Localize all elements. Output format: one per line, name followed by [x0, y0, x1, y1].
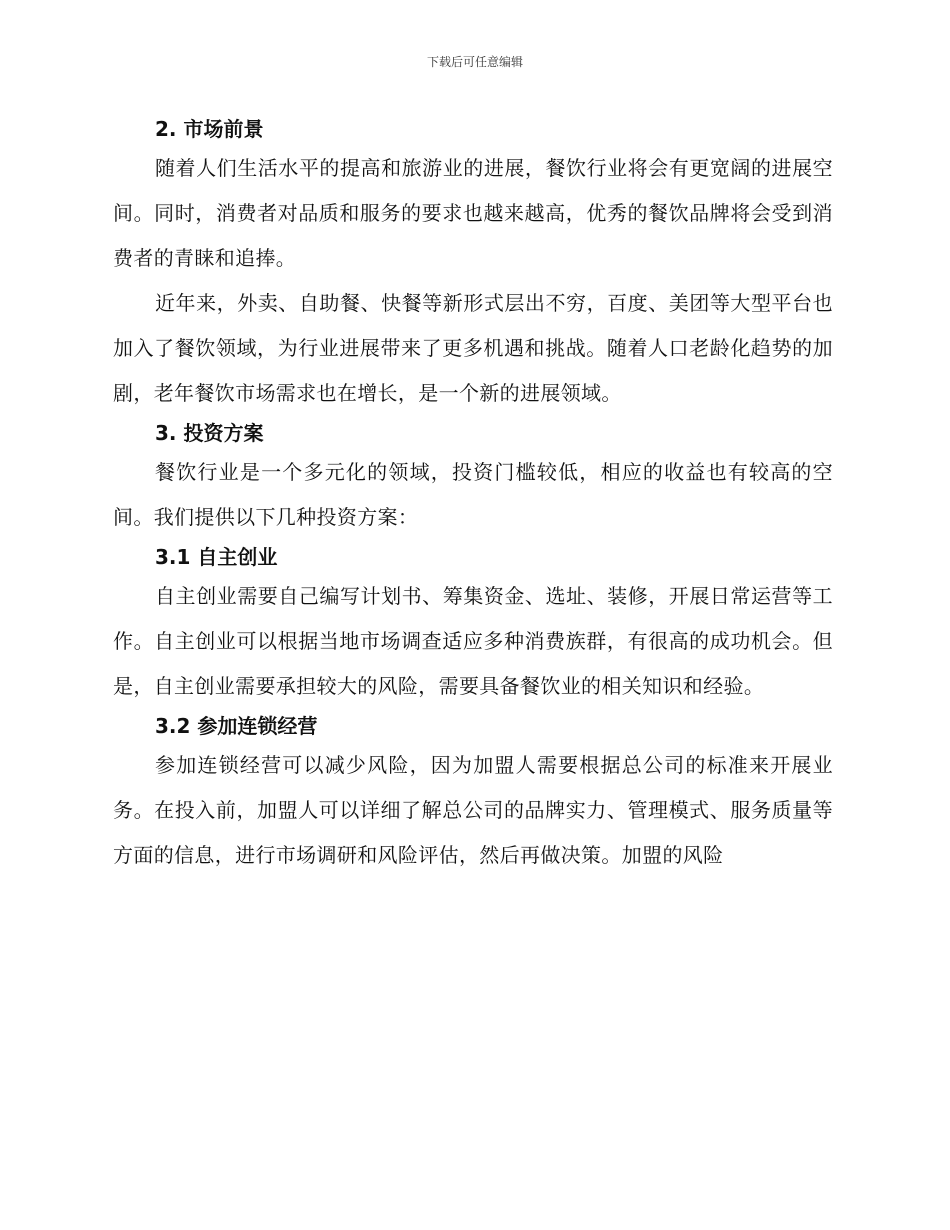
paragraph-investment-plan-1: 餐饮行业是一个多元化的领域，投资门槛较低，相应的收益也有较高的空间。我们提供以下几种投资方案： [113, 460, 833, 529]
section-heading-self-startup: 3.1 自主创业 [155, 545, 278, 569]
paragraph-self-startup-1: 自主创业需要自己编写计划书、筹集资金、选址、装修，开展日常运营等工作。自主创业可以根据当地市场调查适应多种消费族群，有很高的成功机会。但是，自主创业需要承担较大的风险，需要具备餐饮业的相关知识和经验。 [113, 584, 833, 698]
document-body [113, 112, 833, 878]
section-heading-franchise: 3.2 参加连锁经营 [155, 714, 318, 738]
header-note: 下载后可任意编辑 [426, 55, 523, 69]
paragraph-market-outlook-1: 随着人们生活水平的提高和旅游业的进展，餐饮行业将会有更宽阔的进展空间。同时，消费者对品质和服务的要求也越来越高，优秀的餐饮品牌将会受到消费者的青睐和追捧。 [113, 156, 833, 270]
paragraph-market-outlook-2: 近年来，外卖、自助餐、快餐等新形式层出不穷，百度、美团等大型平台也加入了餐饮领域，为行业进展带来了更多机遇和挑战。随着人口老龄化趋势的加剧，老年餐饮市场需求也在增长，是一个新的进展领域。 [113, 291, 833, 405]
section-heading-market-outlook: 2. 市场前景 [155, 117, 264, 141]
section-heading-investment-plan: 3. 投资方案 [155, 421, 264, 445]
paragraph-franchise-1: 参加连锁经营可以减少风险，因为加盟人需要根据总公司的标准来开展业务。在投入前，加盟人可以详细了解总公司的品牌实力、管理模式、服务质量等方面的信息，进行市场调研和风险评估，然后再做决策。加盟的风险 [113, 753, 833, 867]
